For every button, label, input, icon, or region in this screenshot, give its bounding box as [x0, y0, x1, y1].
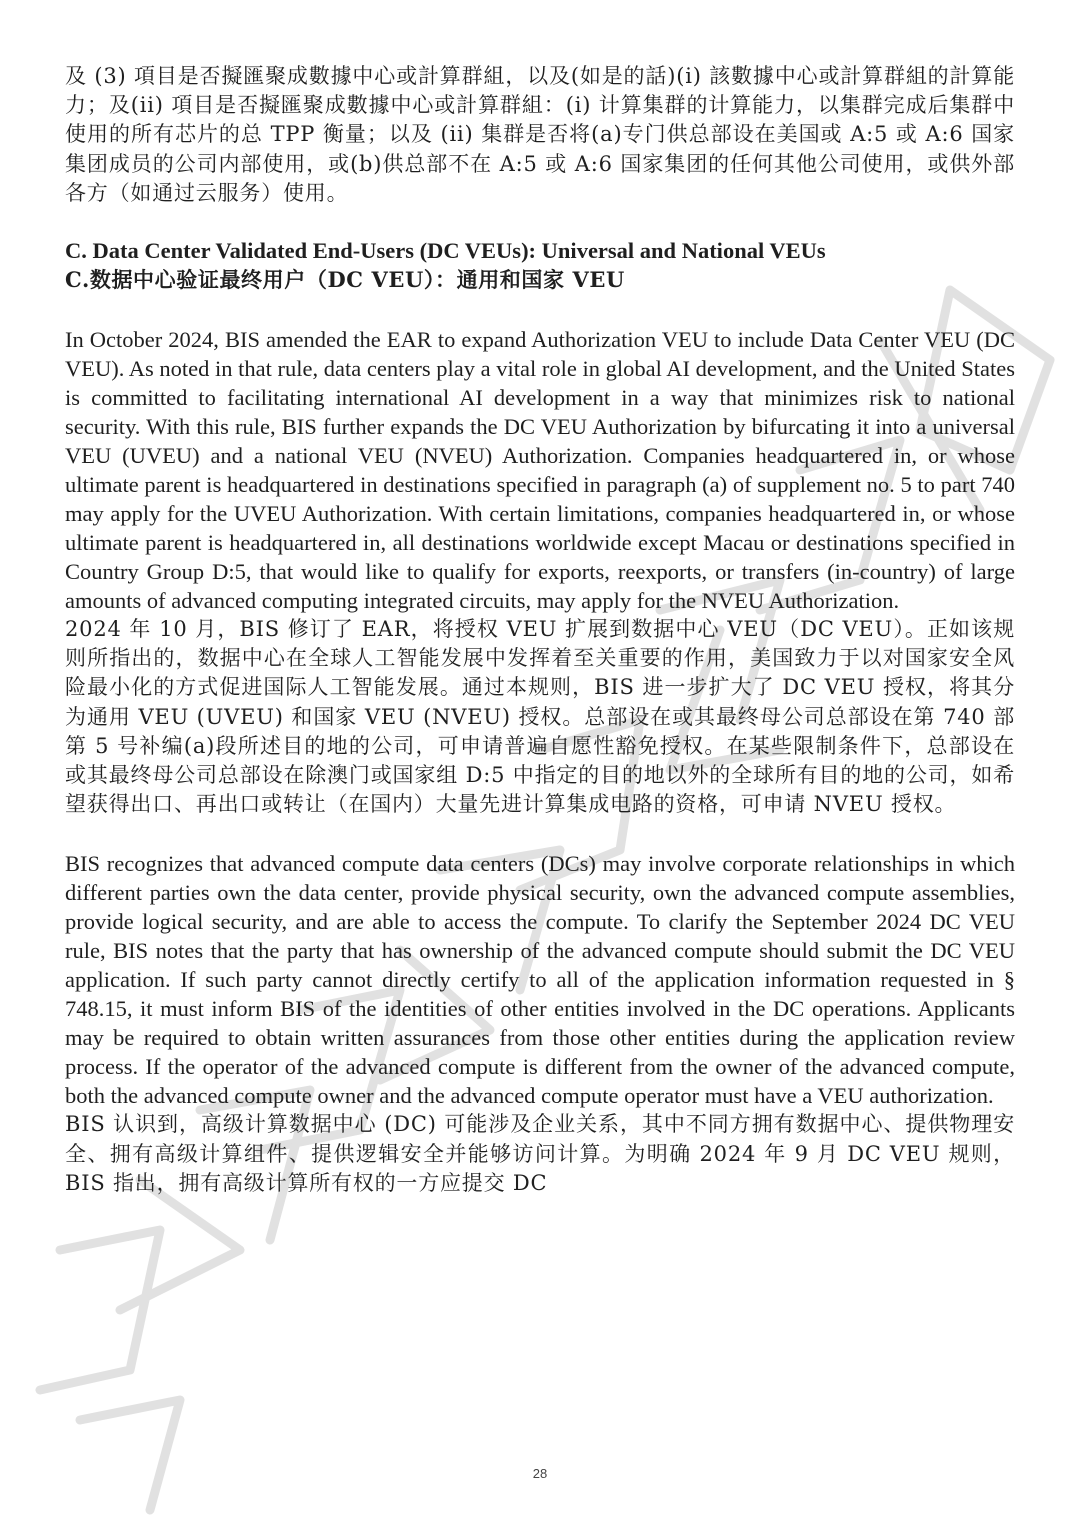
paragraph-2-zh: BIS 认识到，高级计算数据中心 (DC) 可能涉及企业关系，其中不同方拥有数据中心、提供物理安全、拥有高级计算组件、提供逻辑安全并能够访问计算。为明确 2024 年 9 月 DC VEU 规则，BIS 指出，拥有高级计算所有权的一方应提交 DC: [65, 1112, 1015, 1195]
section-heading-zh: C.数据中心验证最终用户（DC VEU）：通用和国家 VEU: [65, 267, 625, 293]
page-number: 28: [532, 1466, 548, 1481]
paragraph-1-en: In October 2024, BIS amended the EAR to expand Authorization VEU to include Data Center VEU (DC VEU). As noted in that rule, data centers play a vital role in global AI development, and the United States is committed to facilitating international AI development in a way that minimizes risk to national security. With this rule, BIS further expands the DC VEU Authorization by bifurcating it into a universal VEU (UVEU) and a national VEU (NVEU) Authorization. Companies headquartered in, or whose ultimate parent is headquartered in destinations specified in paragraph (a) of supplement no. 5 to part 740 may apply for the UVEU Authorization. With certain limitations, companies headquartered in, or whose ultimate parent is headquartered in, all destinations worldwide except Macau or destinations specified in Country Group D:5, that would like to qualify for exports, reexports, or transfers (in-country) of large amounts of advanced computing integrated circuits, may apply for the NVEU Authorization.: [65, 327, 1015, 614]
paragraph-2-en: BIS recognizes that advanced compute data centers (DCs) may involve corporate relationships in which different parties own the data center, provide physical security, own the advanced compute assemblies, provide logical security, and are able to access the compute. To clarify the September 2024 DC VEU rule, BIS notes that the party that has ownership of the advanced compute should submit the DC VEU application. If such party cannot directly certify to all of the application information requested in § 748.15, it must inform BIS of the identities of other entities involved in the DC operations. Applicants may be required to obtain written assurances from those other entities during the application review process. If the operator of the advanced compute is different from the owner of the advanced compute, both the advanced compute owner and the advanced compute operator must have a VEU authorization.: [65, 851, 1015, 1109]
section-heading-en: C. Data Center Validated End-Users (DC VEUs): Universal and National VEUs: [65, 238, 826, 264]
intro-paragraph-zh: 及 (3) 項目是否擬匯聚成數據中心或計算群組，以及(如是的話)(i) 該數據中心或計算群組的計算能力；及(ii) 項目是否擬匯聚成數據中心或計算群組：(i) 计算集群的计算能力，以集群完成后集群中使用的所有芯片的总 TPP 衡量；以及 (ii) 集群是否将(a)专门供总部设在美国或 A:5 或 A:6 国家集团成员的公司内部使用，或(b)供总部不在 A:5 或 A:6 国家集团的任何其他公司使用，或供外部各方（如通过云服务）使用。: [65, 64, 1015, 205]
paragraph-1-zh: 2024 年 10 月，BIS 修订了 EAR，将授权 VEU 扩展到数据中心 VEU（DC VEU）。正如该规则所指出的，数据中心在全球人工智能发展中发挥着至关重要的作用，美国致力于以对国家安全风险最小化的方式促进国际人工智能发展。通过本规则，BIS 进一步扩大了 DC VEU 授权，将其分为通用 VEU (UVEU) 和国家 VEU (NVEU) 授权。总部设在或其最终母公司总部设在第 740 部第 5 号补编(a)段所述目的地的公司，可申请普遍自愿性豁免授权。在某些限制条件下，总部设在或其最终母公司总部设在除澳门或国家组 D:5 中指定的目的地以外的全球所有目的地的公司，如希望获得出口、再出口或转让（在国内）大量先进计算集成电路的资格，可申请 NVEU 授权。: [65, 617, 1015, 817]
document-body: [65, 62, 1015, 1198]
